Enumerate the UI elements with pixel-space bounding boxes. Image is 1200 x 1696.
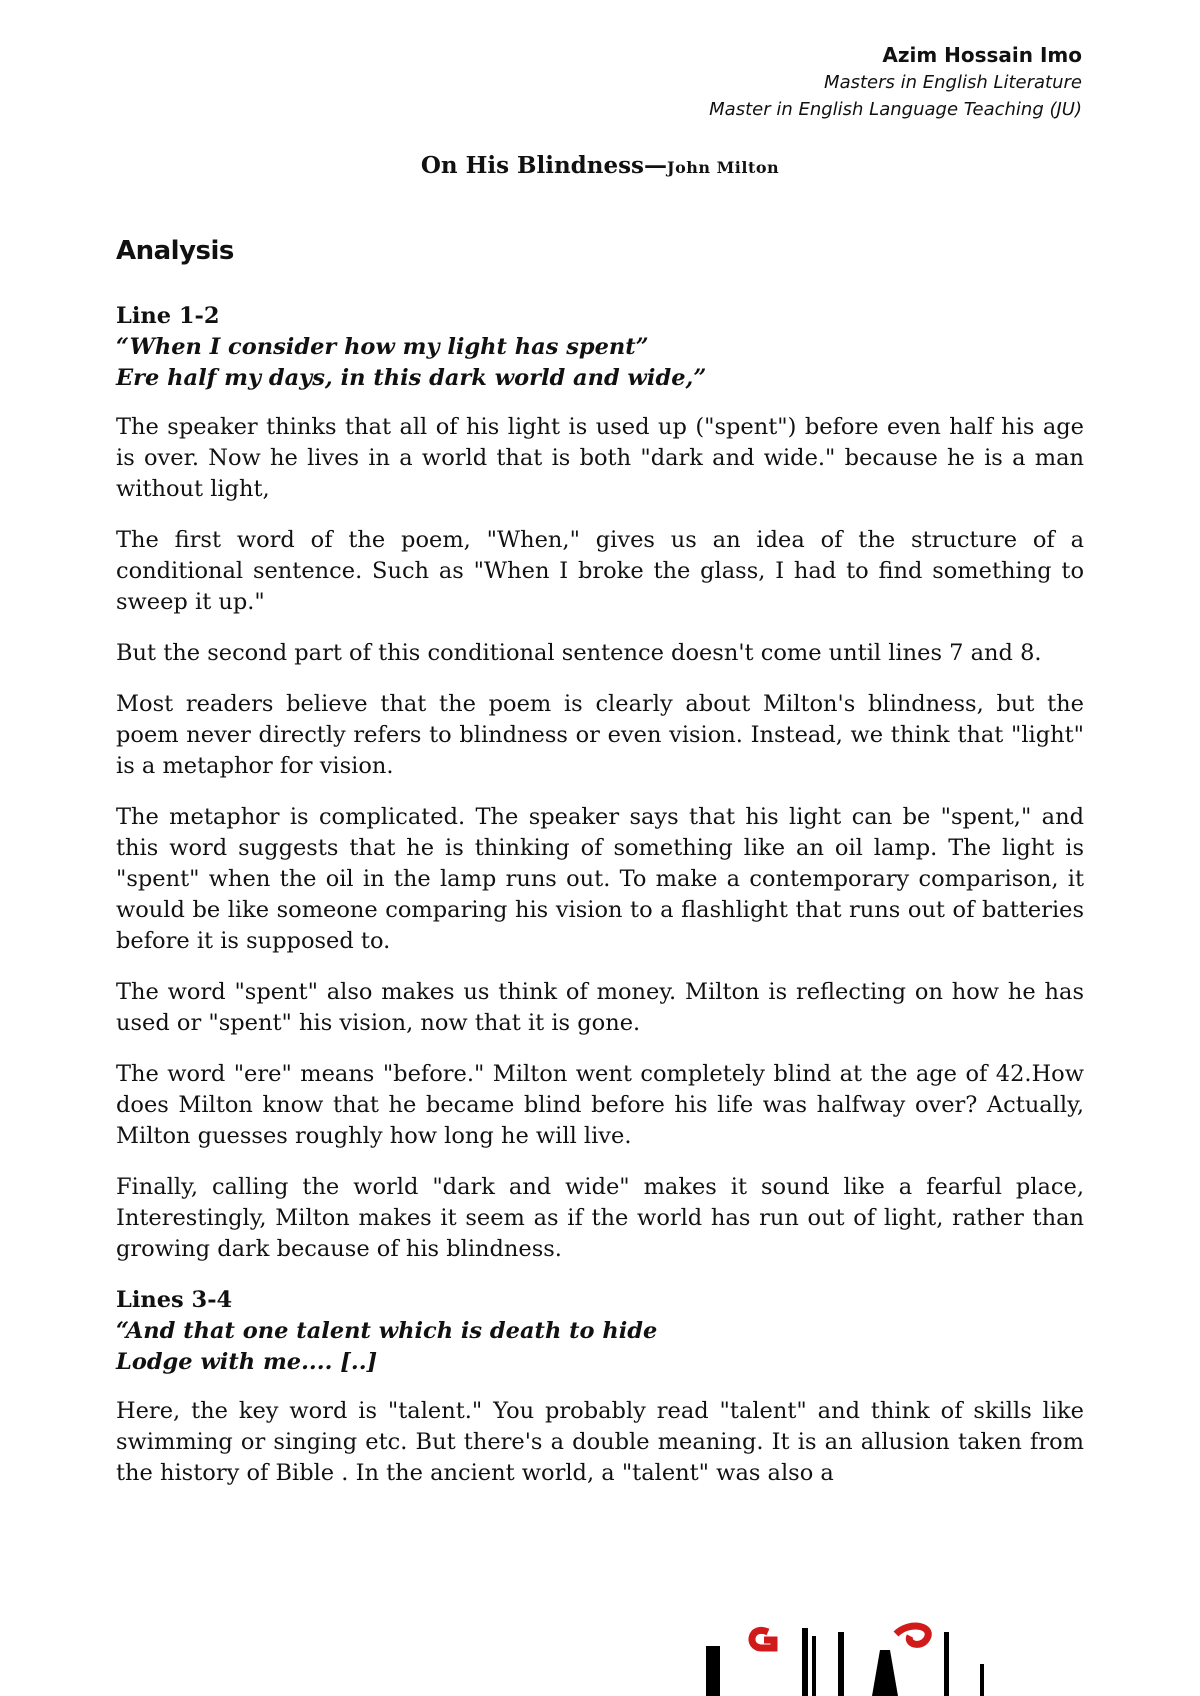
logo-bar bbox=[944, 1632, 949, 1696]
footer-logo bbox=[700, 1618, 1020, 1696]
poem-name: On His Blindness bbox=[420, 152, 645, 179]
logo-bar bbox=[980, 1664, 984, 1696]
quote-line: Ere half my days, in this dark world and wide,” bbox=[116, 365, 707, 391]
logo-bar bbox=[706, 1646, 720, 1696]
lines-1-2-label: Line 1-2 bbox=[116, 303, 220, 329]
poem-title bbox=[0, 152, 1200, 179]
paragraph: The metaphor is complicated. The speaker says that his light can be "spent," and this word suggests that he is thinking of something like an oil lamp. The light is "spent" when the oil in the lamp runs out. To make a contemporary comparison, it would be like someone comparing his vision to a flashlight that runs out of batteries before it is supposed to. bbox=[116, 804, 1084, 954]
logo-g-mark bbox=[752, 1630, 774, 1648]
paragraph: Here, the key word is "talent." You probably read "talent" and think of skills like swimming or singing etc. But there's a double meaning. It is an allusion taken from the history of Bible . In the ancient world, a "talent" was also a bbox=[116, 1398, 1084, 1486]
quote-line: “When I consider how my light has spent” bbox=[116, 334, 649, 360]
poet-name: John Milton bbox=[667, 158, 780, 177]
logo-bar bbox=[838, 1632, 844, 1696]
analysis-content bbox=[116, 236, 1084, 1509]
author-degree-2: Master in English Language Teaching (JU) bbox=[709, 99, 1082, 120]
lines-3-4-block bbox=[116, 1285, 1084, 1378]
author-degree-1: Masters in English Literature bbox=[824, 72, 1082, 93]
lines-1-2-block bbox=[116, 301, 1084, 394]
logo-bar bbox=[812, 1636, 816, 1696]
paragraph: The word "ere" means "before." Milton went completely blind at the age of 42.How does Milton know that he became blind before his life was halfway over? Actually, Milton guesses roughly how long he will live. bbox=[116, 1061, 1084, 1149]
paragraph: The speaker thinks that all of his light is used up ("spent") before even half his age is over. Now he lives in a world that is both "dark and wide." because he is a man without light, bbox=[116, 414, 1084, 502]
logo-bar bbox=[802, 1628, 808, 1696]
quote-line: Lodge with me.... [..] bbox=[116, 1349, 378, 1375]
paragraph: But the second part of this conditional sentence doesn't come until lines 7 and 8. bbox=[116, 640, 1042, 666]
author-name: Azim Hossain Imo bbox=[882, 43, 1082, 67]
quote-line: “And that one talent which is death to hide bbox=[116, 1318, 658, 1344]
paragraph: The first word of the poem, "When," gives us an idea of the structure of a conditional sentence. Such as "When I broke the glass, I had to find something to sweep it up." bbox=[116, 527, 1084, 615]
paragraph: Most readers believe that the poem is clearly about Milton's blindness, but the poem never directly refers to blindness or even vision. Instead, we think that "light" is a metaphor for vision. bbox=[116, 691, 1084, 779]
logo-swirl-mark bbox=[896, 1626, 928, 1644]
title-dash: — bbox=[644, 152, 668, 179]
section-heading: Analysis bbox=[116, 236, 234, 266]
lines-3-4-label: Lines 3-4 bbox=[116, 1287, 233, 1313]
author-block bbox=[709, 42, 1082, 123]
paragraph: Finally, calling the world "dark and wide" makes it sound like a fearful place, Interestingly, Milton makes it seem as if the world has run out of light, rather than growing dark because of his blindness. bbox=[116, 1174, 1084, 1262]
logo-a-mark bbox=[872, 1650, 898, 1696]
paragraph: The word "spent" also makes us think of money. Milton is reflecting on how he has used or "spent" his vision, now that it is gone. bbox=[116, 979, 1084, 1036]
